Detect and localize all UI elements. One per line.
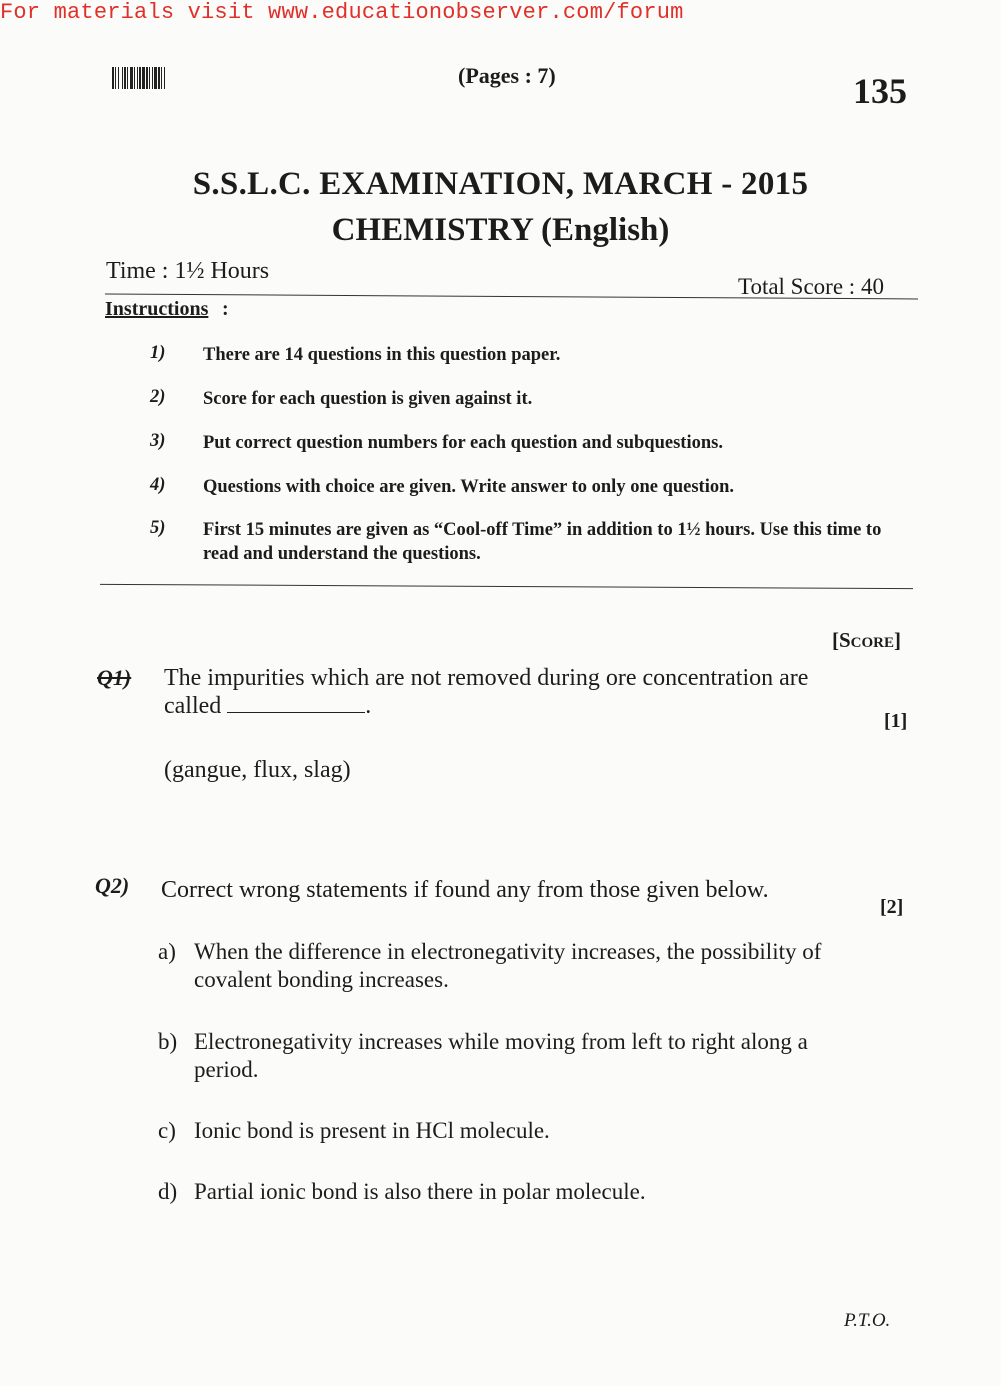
instructions-heading-label: Instructions [105, 298, 209, 320]
sub-question-text: Electronegativity increases while moving from left to right along a period. [194, 1029, 808, 1082]
answer-options: (gangue, flux, slag) [164, 757, 351, 783]
question-score: [2] [880, 896, 904, 918]
instructions-divider [100, 584, 913, 589]
answer-blank [227, 694, 365, 713]
question-text [164, 664, 844, 720]
watermark-url: For materials visit www.educationobserver.com/forum [0, 0, 684, 25]
instruction-number: 1) [150, 343, 166, 363]
instruction-number: 4) [150, 475, 166, 495]
question-stem-end: . [365, 693, 372, 719]
instructions-heading [105, 298, 208, 321]
question-text: Correct wrong statements if found any from those given below. [161, 877, 769, 903]
time-allowed: Time : 1½ Hours [106, 258, 270, 284]
sub-question-text: When the difference in electronegativity increases, the possibility of covalent bonding increases. [194, 939, 822, 992]
instruction-text: Put correct question numbers for each question and subquestions. [203, 433, 723, 453]
sub-question-label: c) [158, 1118, 176, 1143]
paper-code: 135 [853, 71, 907, 111]
instruction-text: Score for each question is given against it. [203, 389, 533, 409]
barcode [112, 67, 218, 89]
sub-question-label: b) [158, 1029, 178, 1054]
question-score: [1] [884, 710, 908, 732]
sub-question-text: Ionic bond is present in HCl molecule. [194, 1118, 550, 1143]
question-number: Q1) [97, 665, 132, 690]
instruction-number: 3) [150, 431, 166, 451]
instructions-heading-colon: : [222, 298, 229, 320]
instruction-number: 2) [150, 387, 166, 407]
sub-question-label: d) [158, 1179, 178, 1204]
subject-title: CHEMISTRY (English) [331, 212, 670, 248]
instruction-text: First 15 minutes are given as “Cool-off Time” in addition to 1½ hours. Use this time to read and understand the questions. [203, 520, 882, 564]
barcode-stripe [165, 67, 167, 89]
sub-question-text: Partial ionic bond is also there in polar molecule. [194, 1179, 646, 1204]
page-count: (Pages : 7) [458, 63, 556, 88]
instruction-text: There are 14 questions in this question paper. [203, 345, 561, 365]
score-column-heading: [Score] [832, 628, 902, 652]
question-number: Q2) [95, 873, 130, 898]
sub-question-label: a) [158, 939, 176, 964]
instruction-number: 5) [150, 518, 166, 538]
exam-title: S.S.L.C. EXAMINATION, MARCH - 2015 [192, 166, 809, 202]
total-score: Total Score : 40 [738, 274, 884, 299]
instruction-text: Questions with choice are given. Write answer to only one question. [203, 477, 735, 497]
question-stem: The impurities which are not removed during ore concentration are called [164, 665, 809, 719]
page-turn-note: P.T.O. [844, 1310, 891, 1331]
